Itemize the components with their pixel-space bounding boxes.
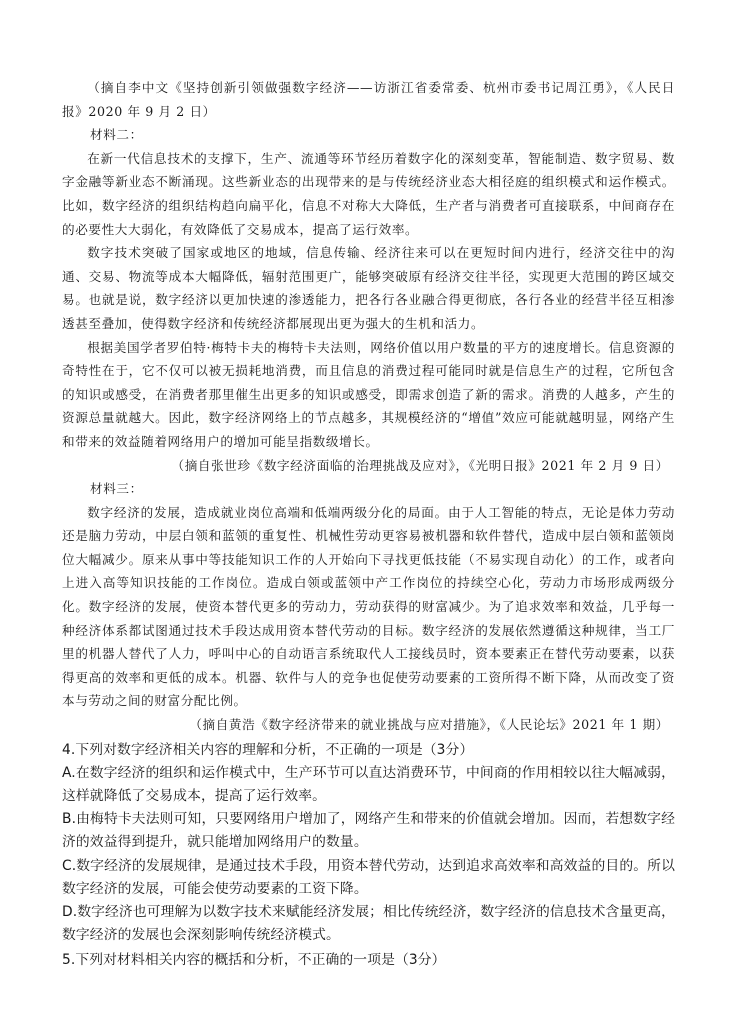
material-3-title: 材料三： — [90, 481, 143, 497]
material-3-paragraph: 数字经济的发展，造成就业岗位高端和低端两级分化的局面。由于人工智能的特点，无论是体力劳动还是脑力劳动，中层白领和蓝领的重复性、机械性劳动更容易被机器和软件替代，造成中层白领和蓝领岗位大幅减少。原来从事中等技能知识工作的人开始向下寻找更低技能（不易实现自动化）的工作，或者向上进入高等知识技能的工作岗位。造成白领或蓝领中产工作岗位的持续空心化，劳动力市场形成两级分化。数字经济的发展，使资本替代更多的劳动力，劳动获得的财富减少。为了追求效率和效益，几乎每一种经济体系都试图通过技术手段达成用资本替代劳动的目标。数字经济的发展依然遵循这种规律，当工厂里的机器人替代了人力，呼叫中心的自动语言系统取代人工接线员时，资本要素正在替代劳动要素，以获得更高的效率和更低的成本。机器、软件与人的竞争也促使劳动要素的工资所得不断下降，从而改变了资本与劳动之间的财富分配比例。 — [62, 504, 675, 709]
question-4-option-a: A.在数字经济的组织和运作模式中，生产环节可以直达消费环节，中间商的作用相较以往大幅减弱，这样就降低了交易成本，提高了运行效率。 — [62, 764, 675, 805]
source-citation-3: （摘自黄浩《数字经济带来的就业挑战与应对措施》，《人民论坛》2021 年 1 期） — [189, 717, 669, 733]
source-citation-2: （摘自张世珍《数字经济面临的治理挑战及应对》，《光明日报》2021 年 2 月 9 日） — [171, 457, 669, 473]
question-4-stem: 4.下列对数字经济相关内容的理解和分析，不正确的一项是（3分） — [62, 741, 474, 758]
question-4-option-d: D.数字经济也可理解为以数字技术来赋能经济发展；相比传统经济，数字经济的信息技术含量更高，数字经济的发展也会深刻影响传统经济模式。 — [62, 904, 675, 944]
source-citation-1: （摘自李中文《坚持创新引领做强数字经济——访浙江省委常委、杭州市委书记周江勇》，《人民日报》2020 年 9 月 2 日） — [62, 80, 675, 119]
material-2-title: 材料二： — [90, 127, 143, 143]
material-2-paragraph: 根据美国学者罗伯特·梅特卡夫的梅特卡夫法则，网络价值以用户数量的平方的速度增长。信息资源的奇特性在于，它不仅可以被无损耗地消费，而且信息的消费过程可能同时就是信息生产的过程，它所包含的知识或感受，在消费者那里催生出更多的知识或感受，即需求创造了新的需求。消费的人越多，产生的资源总量就越大。因此，数字经济网络上的节点越多，其规模经济的“增值”效应可能就越明显，网络产生和带来的效益随着网络用户的增加可能呈指数级增长。 — [62, 339, 675, 449]
question-4-option-c: C.数字经济的发展规律，是通过技术手段，用资本替代劳动，达到追求高效率和高效益的目的。所以数字经济的发展，可能会使劳动要素的工资下降。 — [62, 857, 675, 897]
question-5-stem: 5.下列对材料相关内容的概括和分析，不正确的一项是（3分） — [62, 952, 446, 969]
material-2-paragraph: 在新一代信息技术的支撑下，生产、流通等环节经历着数字化的深刻变革，智能制造、数字贸易、数字金融等新业态不断涌现。这些新业态的出现带来的是与传统经济业态大相径庭的组织模式和运作模式。比如，数字经济的组织结构趋向扁平化，信息不对称大大降低，生产者与消费者可直接联系，中间商存在的必要性大大弱化，有效降低了交易成本，提高了运行效率。 — [62, 150, 675, 237]
question-4-option-b: B.由梅特卡夫法则可知，只要网络用户增加了，网络产生和带来的价值就会增加。因而，若想数字经济的效益得到提升，就只能增加网络用户的数量。 — [62, 811, 675, 851]
material-2-paragraph: 数字技术突破了国家或地区的地域，信息传输、经济往来可以在更短时间内进行，经济交往中的沟通、交易、物流等成本大幅降低，辐射范围更广，能够突破原有经济交往半径，实现更大范围的跨区域交易。也就是说，数字经济以更加快速的渗透能力，把各行各业融合得更彻底，各行各业的经营半径互相渗透甚至叠加，使得数字经济和传统经济都展现出更为强大的生机和活力。 — [62, 245, 675, 331]
